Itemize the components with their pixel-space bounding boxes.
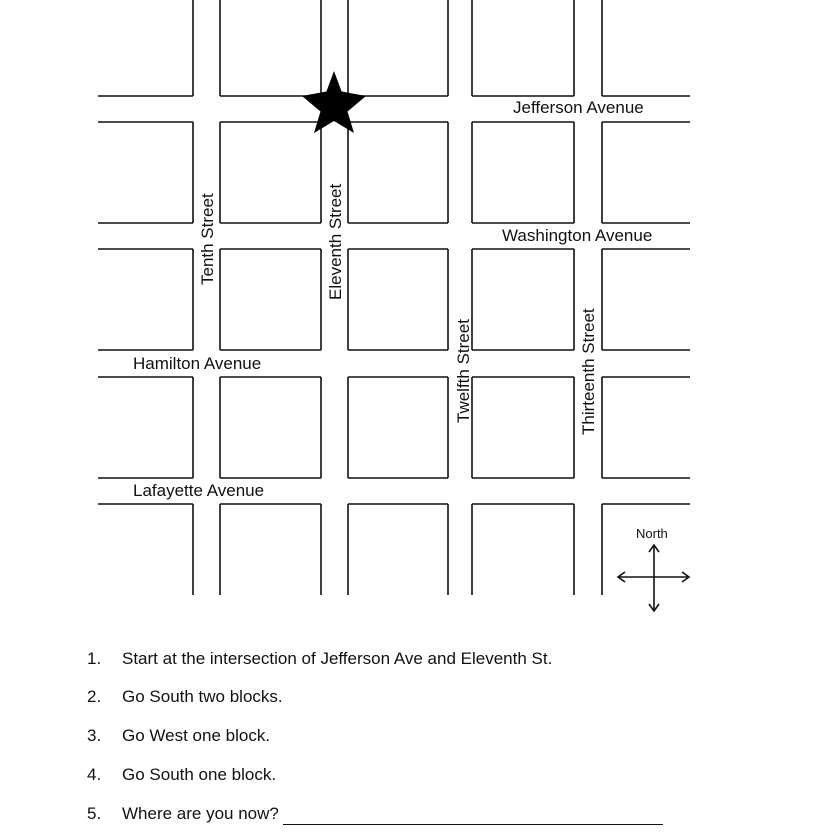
step-text: Start at the intersection of Jefferson Ave and Eleventh St. (122, 649, 553, 668)
step-number: 4. (87, 765, 102, 784)
city-block (472, 0, 574, 96)
city-block (602, 122, 690, 223)
avenue-label-washington: Washington Avenue (502, 226, 653, 245)
step-number: 5. (87, 804, 102, 823)
step-number: 2. (87, 687, 102, 706)
instruction-step-4 (87, 764, 276, 788)
step-number: 1. (87, 649, 102, 668)
city-block (98, 0, 193, 96)
city-block (98, 377, 193, 478)
city-block (220, 504, 321, 595)
street-label-twelfth: Twelfth Street (454, 319, 473, 423)
city-block (98, 504, 193, 595)
street-label-thirteenth: Thirteenth Street (579, 308, 598, 435)
step-text: Where are you now? (122, 804, 279, 823)
step-text: Go South one block. (122, 765, 277, 784)
instruction-step-2 (87, 686, 283, 710)
city-block (220, 122, 321, 223)
city-block (602, 504, 690, 595)
step-text: Go South two blocks. (122, 687, 283, 706)
city-block (348, 377, 448, 478)
avenue-label-lafayette: Lafayette Avenue (133, 481, 265, 500)
city-block (348, 504, 448, 595)
city-block (220, 377, 321, 478)
city-block (98, 249, 193, 350)
city-block (602, 377, 690, 478)
city-block (472, 249, 574, 350)
avenue-label-hamilton: Hamilton Avenue (133, 354, 262, 373)
step-text: Go West one block. (122, 726, 271, 745)
city-block (348, 0, 448, 96)
city-block (348, 122, 448, 223)
instruction-step-1 (87, 648, 552, 672)
street-label-eleventh: Eleventh Street (326, 183, 345, 300)
street-label-tenth: Tenth Street (198, 193, 217, 285)
city-block (602, 0, 690, 96)
city-block (220, 249, 321, 350)
city-blocks (98, 0, 690, 595)
compass-north-label: North (636, 526, 668, 541)
city-block (472, 122, 574, 223)
instruction-step-3 (87, 725, 270, 749)
compass-arrows-icon (618, 545, 689, 611)
city-block (472, 377, 574, 478)
city-block (348, 249, 448, 350)
instruction-step-5 (87, 803, 663, 827)
city-block (220, 0, 321, 96)
city-block (472, 504, 574, 595)
avenue-label-jefferson: Jefferson Avenue (513, 98, 644, 117)
step-number: 3. (87, 726, 102, 745)
star-icon (302, 71, 366, 133)
answer-line[interactable] (283, 806, 663, 825)
city-block (98, 122, 193, 223)
city-block (602, 249, 690, 350)
